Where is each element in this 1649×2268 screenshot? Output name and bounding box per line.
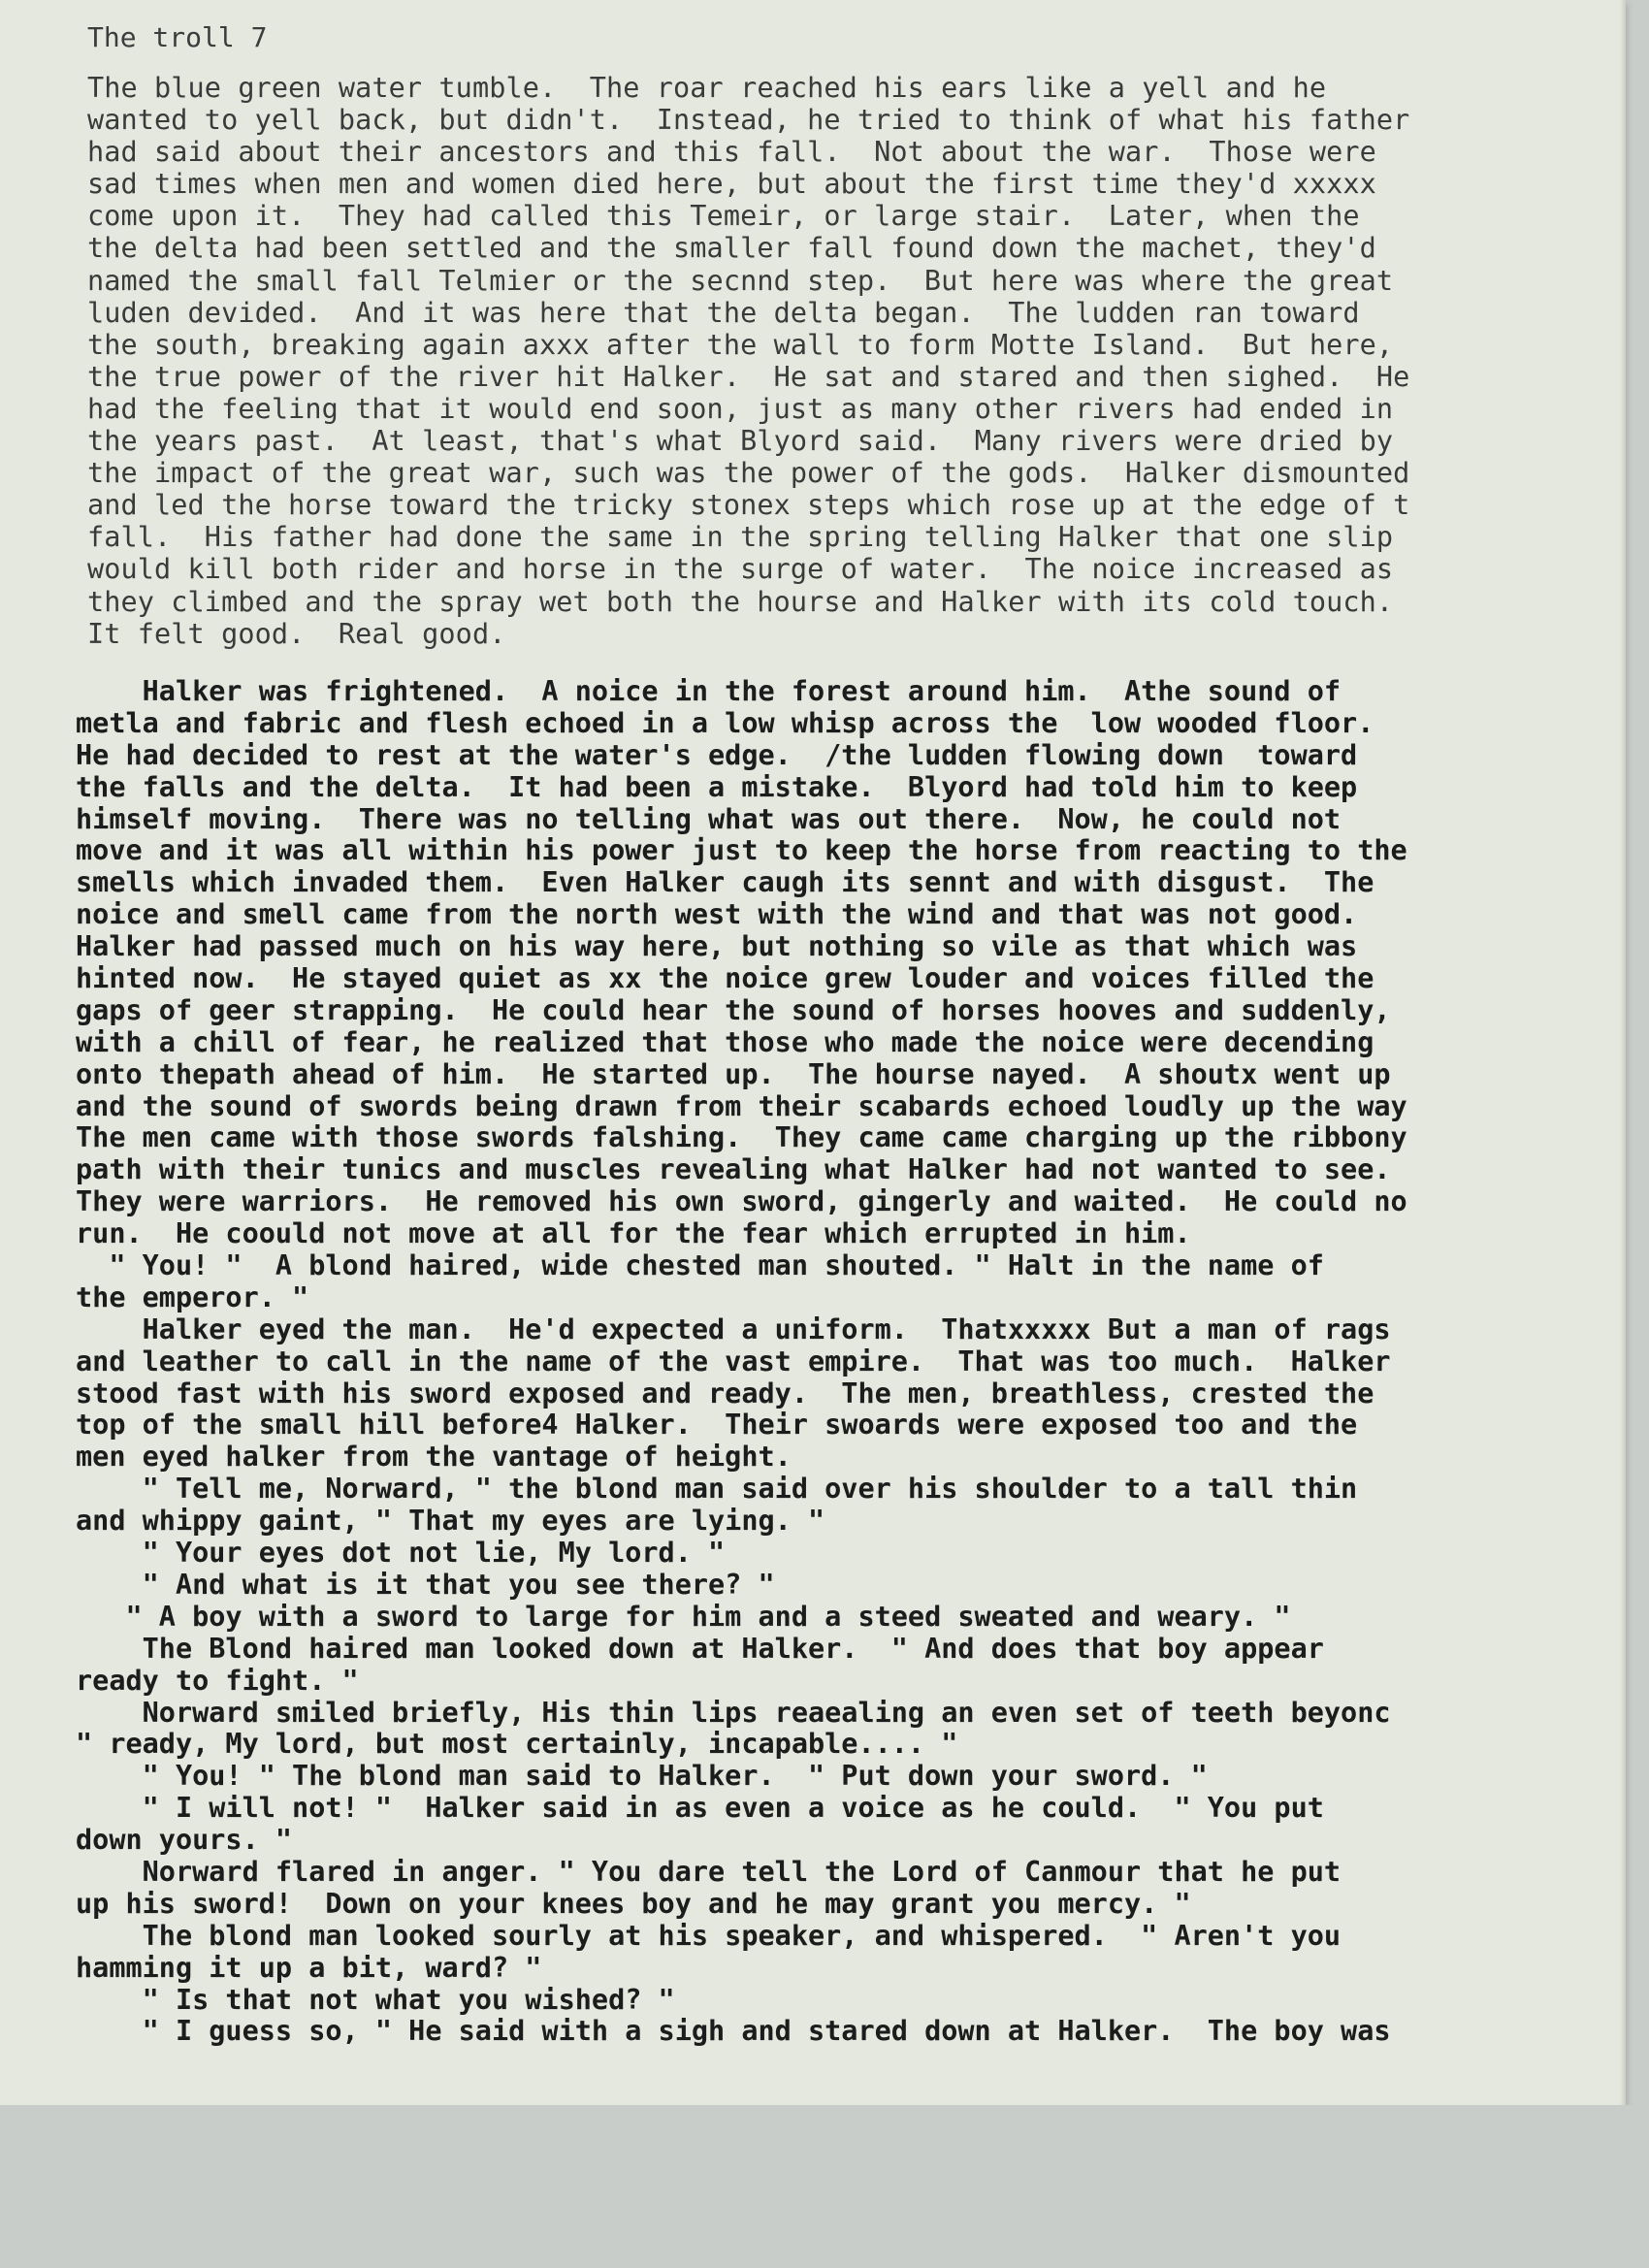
text-line: stood fast with his sword exposed and ready. The men, breathless, crested the <box>76 1377 1374 1409</box>
text-line: The blond man looked sourly at his speaker, and whispered. " Aren't you <box>76 1920 1342 1952</box>
text-line: named the small fall Telmier or the secnnd step. But here was where the great <box>87 264 1394 297</box>
text-line: ready to fight. " <box>76 1665 359 1697</box>
text-line: hamming it up a bit, ward? " <box>76 1952 542 1984</box>
text-line: It felt good. Real good. <box>87 617 506 650</box>
text-line: The Blond haired man looked down at Halker. " And does that boy appear <box>76 1633 1324 1665</box>
text-line: the true power of the river hit Halker. He sat and stared and then sighed. He <box>87 360 1410 393</box>
text-line: top of the small hill before4 Halker. Their swoards were exposed too and the <box>76 1409 1358 1442</box>
text-line: " ready, My lord, but most certainly, incapable.... " <box>76 1729 958 1761</box>
text-line: the falls and the delta. It had been a mistake. Blyord had told him to keep <box>76 771 1358 803</box>
text-line: fall. His father had done the same in the spring telling Halker that one slip <box>87 521 1394 554</box>
text-line: had said about their ancestors and this fall. Not about the war. Those were <box>87 136 1376 169</box>
text-line: and led the horse toward the tricky stonex steps which rose up at the edge of t <box>87 489 1410 522</box>
paragraph-falls <box>87 72 1626 650</box>
text-line: the emperor. " <box>76 1281 309 1313</box>
text-line: the impact of the great war, such was the power of the gods. Halker dismounted <box>87 457 1410 490</box>
text-line: down yours. " <box>76 1825 293 1857</box>
text-line: move and it was all within his power just to keep the horse from reacting to the <box>76 835 1407 867</box>
text-line: luden devided. And it was here that the delta began. The ludden ran toward <box>87 296 1360 329</box>
text-line: hinted now. He stayed quiet as xx the noice grew louder and voices filled the <box>76 963 1374 995</box>
text-line: and whippy gaint, " That my eyes are lying. " <box>76 1506 825 1538</box>
text-line: and the sound of swords being drawn from their scabards echoed loudly up the way <box>76 1090 1407 1122</box>
text-line: gaps of geer strapping. He could hear the sound of horses hooves and suddenly, <box>76 994 1391 1026</box>
text-line: He had decided to rest at the water's edge. /the ludden flowing down toward <box>76 739 1358 771</box>
text-line: " I guess so, " He said with a sigh and stared down at Halker. The boy was <box>76 2016 1391 2048</box>
text-line: Norward smiled briefly, His thin lips reaealing an even set of teeth beyonc <box>76 1697 1391 1729</box>
text-line: and leather to call in the name of the vast empire. That was too much. Halker <box>76 1345 1391 1377</box>
text-line: The blue green water tumble. The roar reached his ears like a yell and he <box>87 72 1327 104</box>
text-line: " A boy with a sword to large for him and a steed sweated and weary. " <box>76 1601 1291 1633</box>
page-header: The troll 7 <box>87 21 268 53</box>
text-line: smells which invaded them. Even Halker caugh its sennt and with disgust. The <box>76 867 1374 899</box>
text-line: men eyed halker from the vantage of height. <box>76 1442 792 1474</box>
text-line: the south, breaking again axxx after the wall to form Motte Island. But here, <box>87 328 1394 361</box>
text-line: Halker eyed the man. He'd expected a uniform. Thatxxxxx But a man of rags <box>76 1313 1391 1345</box>
paragraph-encounter <box>76 676 1628 2048</box>
text-line: " And what is it that you see there? " <box>76 1569 775 1601</box>
scan-background <box>0 2105 1649 2268</box>
text-line: path with their tunics and muscles revealing what Halker had not wanted to see. <box>76 1154 1391 1186</box>
text-line: onto thepath ahead of him. He started up. The hourse nayed. A shoutx went up <box>76 1058 1391 1090</box>
text-line: They were warriors. He removed his own sword, gingerly and waited. He could no <box>76 1186 1407 1218</box>
text-line: with a chill of fear, he realized that those who made the noice were decending <box>76 1026 1374 1058</box>
text-line: Halker had passed much on his way here, but nothing so vile as that which was <box>76 931 1358 963</box>
text-line: The men came with those swords falshing. They came came charging up the ribbony <box>76 1122 1407 1154</box>
text-line: had the feeling that it would end soon, just as many other rivers had ended in <box>87 392 1394 425</box>
text-line: run. He coould not move at all for the fear which errupted in him. <box>76 1218 1191 1250</box>
text-line: " You! " The blond man said to Halker. " Put down your sword. " <box>76 1761 1208 1793</box>
text-line: the delta had been settled and the smaller fall found down the machet, they'd <box>87 232 1376 265</box>
text-line: " Is that not what you wished? " <box>76 1984 675 2016</box>
text-line: would kill both rider and horse in the surge of water. The noice increased as <box>87 553 1394 586</box>
text-line: Norward flared in anger. " You dare tell the Lord of Canmour that he put <box>76 1856 1342 1888</box>
text-line: they climbed and the spray wet both the hourse and Halker with its cold touch. <box>87 585 1394 618</box>
text-line: " You! " A blond haired, wide chested man shouted. " Halt in the name of <box>76 1250 1324 1282</box>
text-line: noice and smell came from the north west with the wind and that was not good. <box>76 899 1358 931</box>
text-line: metla and fabric and flesh echoed in a low whisp across the low wooded floor. <box>76 707 1374 739</box>
text-line: come upon it. They had called this Temeir, or large stair. Later, when the <box>87 200 1360 233</box>
text-line: Halker was frightened. A noice in the forest around him. Athe sound of <box>76 676 1342 707</box>
text-line: " Your eyes dot not lie, My lord. " <box>76 1538 726 1570</box>
text-line: sad times when men and women died here, but about the first time they'd xxxxx <box>87 168 1376 201</box>
text-line: " Tell me, Norward, " the blond man said over his shoulder to a tall thin <box>76 1474 1358 1506</box>
text-line: wanted to yell back, but didn't. Instead, he tried to think of what his father <box>87 104 1410 137</box>
text-line: himself moving. There was no telling what was out there. Now, he could not <box>76 803 1342 835</box>
text-line: up his sword! Down on your knees boy and he may grant you mercy. " <box>76 1888 1191 1920</box>
text-line: the years past. At least, that's what Blyord said. Many rivers were dried by <box>87 425 1394 458</box>
text-line: " I will not! " Halker said in as even a voice as he could. " You put <box>76 1793 1324 1825</box>
